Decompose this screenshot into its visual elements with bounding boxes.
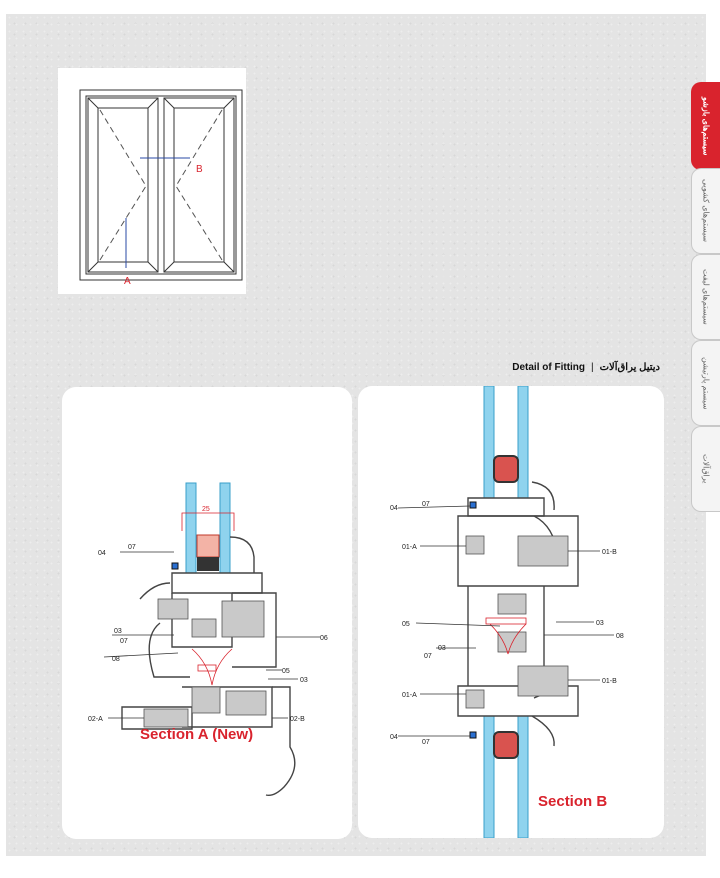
callout-04: 04 bbox=[98, 550, 106, 557]
callout-02a: 02-A bbox=[88, 716, 103, 723]
tab-lift-systems[interactable]: سیستم‌های لیفت bbox=[691, 254, 720, 340]
callout-01b-bottom: 01-B bbox=[602, 678, 617, 685]
callout-08: 08 bbox=[616, 633, 624, 640]
callout-03-left: 03 bbox=[438, 645, 446, 652]
callout-07: 07 bbox=[128, 544, 136, 551]
callout-05: 05 bbox=[282, 668, 290, 675]
callout-03b: 03 bbox=[300, 677, 308, 684]
label-a: A bbox=[124, 276, 131, 287]
window-elevation-thumbnail bbox=[58, 68, 246, 294]
tab-sliding-systems[interactable]: سیستم‌های کشویی bbox=[691, 168, 720, 254]
callout-08: 08 bbox=[112, 656, 120, 663]
section-a-panel bbox=[62, 387, 352, 839]
callout-05: 05 bbox=[402, 621, 410, 628]
callout-03: 03 bbox=[114, 628, 122, 635]
callout-04-bottom: 04 bbox=[390, 734, 398, 741]
callout-01a-bottom: 01-A bbox=[402, 692, 417, 699]
callout-03-right: 03 bbox=[596, 620, 604, 627]
callout-04-top: 04 bbox=[390, 505, 398, 512]
tab-fittings[interactable]: یراق‌آلات bbox=[691, 426, 720, 512]
dimension-label: 25 bbox=[202, 506, 210, 513]
section-b-panel bbox=[358, 386, 664, 838]
tab-partition-systems[interactable]: سیستم پارتیشن bbox=[691, 340, 720, 426]
callout-01b-top: 01-B bbox=[602, 549, 617, 556]
section-b-title: Section B bbox=[538, 793, 608, 810]
callout-07-bottom: 07 bbox=[422, 739, 430, 746]
callout-07-mid: 07 bbox=[424, 653, 432, 660]
fitting-header-separator: | bbox=[591, 361, 594, 373]
tab-opening-systems[interactable]: سیستم‌های بازشو bbox=[691, 82, 720, 170]
callout-07b: 07 bbox=[120, 638, 128, 645]
section-a-title: Section A (New) bbox=[140, 726, 254, 743]
callout-07-top: 07 bbox=[422, 501, 430, 508]
callout-01a-top: 01-A bbox=[402, 544, 417, 551]
fitting-header-persian: دیتیل یراق‌آلات bbox=[599, 361, 660, 373]
fitting-header bbox=[454, 358, 660, 376]
label-b: B bbox=[196, 164, 203, 175]
fitting-header-english: Detail of Fitting bbox=[512, 361, 586, 373]
callout-02b: 02-B bbox=[290, 716, 305, 723]
callout-06: 06 bbox=[320, 635, 328, 642]
